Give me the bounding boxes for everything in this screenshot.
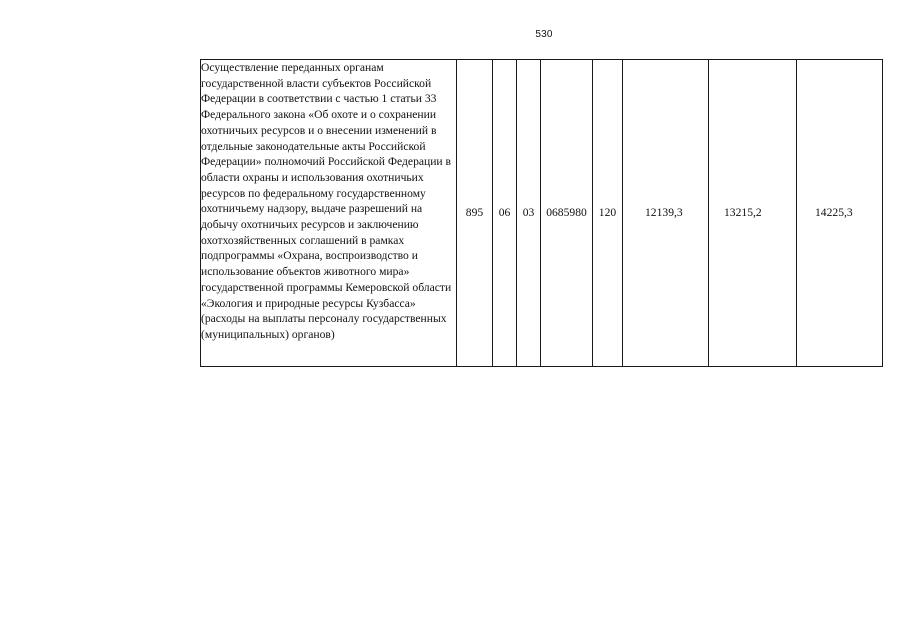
expense-type-cell xyxy=(593,60,623,367)
ministry-code: 895 xyxy=(465,206,484,220)
section-code-cell xyxy=(493,60,517,367)
page-number: 530 xyxy=(535,29,553,40)
amount-year-1: 12139,3 xyxy=(645,206,683,220)
target-article: 0685980 xyxy=(546,206,587,220)
budget-table xyxy=(200,59,883,367)
target-article-cell xyxy=(541,60,593,367)
ministry-code-cell xyxy=(457,60,493,367)
amount-year-1-cell xyxy=(623,60,709,367)
subsection-code: 03 xyxy=(522,206,535,220)
table-row xyxy=(201,60,883,367)
subsection-code-cell xyxy=(517,60,541,367)
amount-year-2-cell xyxy=(709,60,797,367)
amount-year-3-cell xyxy=(797,60,883,367)
expense-type: 120 xyxy=(598,206,617,220)
section-code: 06 xyxy=(498,206,511,220)
expense-description-cell xyxy=(201,60,457,367)
expense-description: Осуществление переданных органам государственной власти субъектов Российской Федерации в соответствии с частью 1 статьи 33 Федерального закона «Об охоте и о сохранении охотничьих ресурсов и о внесении изменений в отдельные законодательные акты Российской Федерации» полномочий Российской Федерации в области охраны и использования охотничьих ресурсов по федеральному государственному охотничьему надзору, выдаче разрешений на добычу охотничьих ресурсов и заключению охотхозяйственных соглашений в рамках подпрограммы «Охрана, воспроизводство и использование объектов животного мира» государственной программы Кемеровской области «Экология и природные ресурсы Кузбасса» (расходы на выплаты персоналу государственных (муниципальных) органов) xyxy=(201,61,452,341)
amount-year-2: 13215,2 xyxy=(724,206,762,220)
amount-year-3: 14225,3 xyxy=(815,206,853,220)
